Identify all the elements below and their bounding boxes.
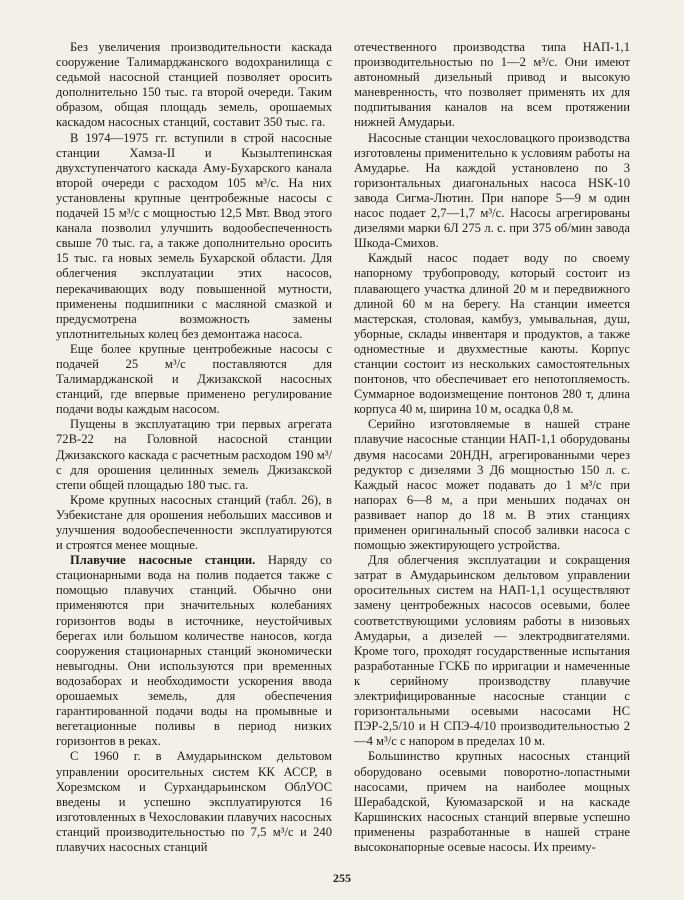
paragraph: Пущены в эксплуатацию три первых агрегата 72В-22 на Головной насосной станции Джизакского каскада с расчетным расходом 190 м³/с для орошения целинных земель Джизакской степи общей площадью 180 тыс. га. [56,417,332,492]
paragraph-text: Наряду со стационарными вода на полив подается также с помощью плавучих станций. Обычно они применяются при значительных колебаниях горизонтов воды в источнике, неустойчивых берегах или большом количестве наносов, когда сооружения стационарных станций экономически невыгодны. Они используются при временных водозаборах и необходимости ускорения ввода орошаемых земель, для обеспечения гарантированной подачи воды на промывные и вегетационные поливы в период низких горизонтов в реках. [56,553,332,749]
run-in-heading: Плавучие насосные станции. [70,553,256,568]
page-number: 255 [333,871,351,885]
paragraph: Насосные станции чехословацкого производства изготовлены применительно к условиям работы на Амударье. На каждой установлено по 3 горизонтальных диагональных насоса HSK-10 завода Сигма-Лютин. При напоре 5—9 м один насос подает 2,7—1,7 м³/с. Насосы агрегированы дизелями марки 6Л 275 л. с. при 375 об/мин завода Шкода-Смихов. [354,130,630,251]
paragraph: Большинство крупных насосных станций оборудовано осевыми поворотно-лопастными насосами, причем на наиболее мощных Шерабадской, Куюмазарской и на каскаде Каршинских насосных станций впервые успешно применены разработанные в нашей стране высоконапорные осевые насосы. Их преиму- [354,749,630,854]
floating-stations-paragraph [56,553,332,749]
paragraph: Еще более крупные центробежные насосы с подачей 25 м³/с поставляются для Талимарджанской и Джизакской насосных станций, где впервые применено регулирование подачи воды каждым насосом. [56,341,332,417]
two-column-body [56,40,630,855]
right-column [354,40,630,855]
paragraph: Для облегчения эксплуатации и сокращения затрат в Амударьинском дельтовом управлении оросительных систем на НАП-1,1 осуществляют замену центробежных насосов осевыми, более соответствующими условиям работы в низовьях Амударьи, а дизелей — электродвигателями. Кроме того, проходят государственные испытания разработанные ГСКБ по ирригации и намеченные к серийному производству плавучие электрифицированные насосные станции с горизонтальными осевыми насосами НС ПЭР-2,5/10 и Н СПЭ-4/10 производительностью 2—4 м³/с с напором в пределах 10 м. [354,553,630,749]
paragraph: Без увеличения производительности каскада сооружение Талимарджанского водохранилища с седьмой насосной станцией позволяет оросить дополнительно 150 тыс. га второй очереди. Таким образом, общая площадь земель, орошаемых каскадом насосных станций, составит 350 тыс. га. [56,40,332,130]
paragraph: Кроме крупных насосных станций (табл. 26), в Узбекистане для орошения небольших массивов и улучшения водообеспеченности эксплуатируются и строятся менее мощные. [56,492,332,553]
paragraph: Каждый насос подает воду по своему напорному трубопроводу, который состоит из плавающего участка длиной 20 м и передвижного длиной 60 м на берегу. На станции имеется мастерская, столовая, камбуз, умывальная, душ, уборные, склады инвентаря и продуктов, а также одноместные и двухместные каюты. Корпус станции состоит из нескольких самостоятельных понтонов, что обеспечивает его непотопляемость. Суммарное водоизмещение понтонов 280 т, длина корпуса 40 м, ширина 10 м, осадка 0,8 м. [354,251,630,417]
paragraph-continuation: отечественного производства типа НАП-1,1 производительностью по 1—2 м³/с. Они имеют автономный дизельный привод и высокую маневренность, что позволяет применять их для подпитывания каналов на всем протяжении нижней Амударьи. [354,40,630,130]
paragraph: В 1974—1975 гг. вступили в строй насосные станции Хамза-II и Кызылтепинская двухступенчатого каскада Аму-Бухарского канала второй очереди с расходом 105 м³/с. На них установлены крупные центробежные насосы с подачей 15 м³/с с мощностью 12,5 Мвт. Ввод этого канала позволил улучшить водообеспеченность свыше 70 тыс. га, а также дополнительно оросить 15 тыс. га новых земель Бухарской области. Для облегчения эксплуатации этих насосов, перекачивающих воду повышенной мутности, применены подшипники с масляной смазкой и предусмотрена возможность замены уплотнительных колец без демонтажа насоса. [56,130,332,341]
paragraph: С 1960 г. в Амударьинском дельтовом управлении оросительных систем КК АССР, в Хорезмском и Сурхандарьинском ОблУОС введены и успешно эксплуатируются 16 изготовленных в Чехословакии плавучих насосных станций производительностью по 7,5 м³/с и 240 плавучих насосных станций [56,749,332,854]
left-column [56,40,332,855]
paragraph: Серийно изготовляемые в нашей стране плавучие насосные станции НАП-1,1 оборудованы двумя насосами 20НДН, агрегированными через редуктор с дизелями 3 Д6 мощностью 150 л. с. Каждый насос может подавать до 1 м³/с при напорах 6—8 м, а при меньших подачах он развивает напор до 18 м. В этих станциях применен оригинальный способ заливки насоса с помощью эжектирующего устройства. [354,417,630,553]
